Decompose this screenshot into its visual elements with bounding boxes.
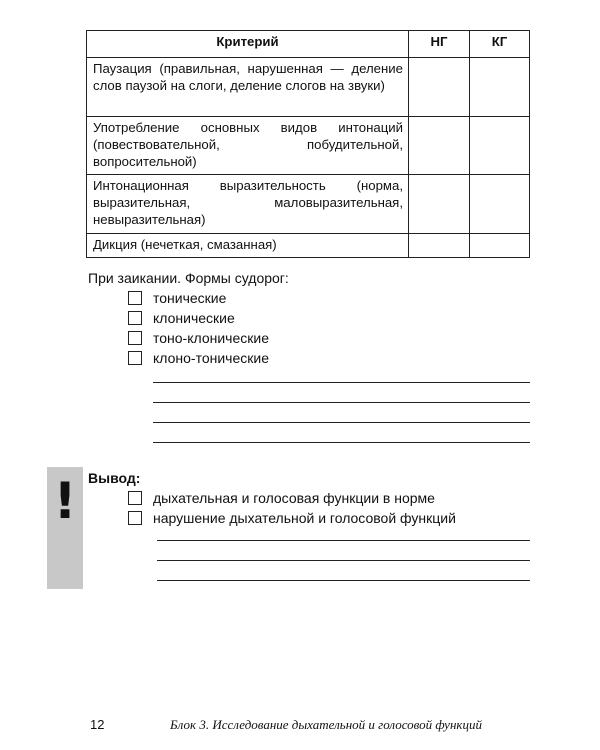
option-label: тонические: [153, 290, 227, 306]
attention-marker: [47, 467, 83, 589]
running-footer: Блок 3. Исследование дыхательной и голосовой функций: [170, 717, 482, 732]
criterion-cell: Паузация (правильная, нарушенная — деление слов паузой на слоги, деление слогов на звуки): [87, 58, 409, 117]
table-row: [87, 234, 530, 258]
page-number: 12: [90, 717, 105, 732]
ng-cell[interactable]: [409, 234, 470, 258]
criterion-cell: Дикция (нечеткая, смазанная): [87, 234, 409, 258]
stutter-heading: При заикании. Формы судорог:: [88, 270, 289, 286]
stutter-option[interactable]: [128, 309, 235, 327]
writing-line[interactable]: [157, 580, 530, 581]
conclusion-option[interactable]: [128, 489, 435, 507]
conclusion-heading: Вывод:: [88, 470, 141, 486]
table-header-row: [87, 31, 530, 58]
checkbox[interactable]: [128, 511, 142, 525]
option-label: дыхательная и голосовая функции в норме: [153, 490, 435, 506]
table-row: [87, 117, 530, 175]
option-label: нарушение дыхательной и голосовой функций: [153, 510, 456, 526]
exclamation-icon: !: [53, 472, 77, 530]
criterion-cell: Интонационная выразительность (норма, выразительная, маловыразительная, невыразительная): [87, 175, 409, 234]
writing-line[interactable]: [153, 422, 530, 423]
stutter-option[interactable]: [128, 289, 226, 307]
ng-cell[interactable]: [409, 117, 470, 175]
option-label: клоно-тонические: [153, 350, 269, 366]
kg-cell[interactable]: [470, 58, 530, 117]
writing-line[interactable]: [153, 442, 530, 443]
ng-cell[interactable]: [409, 175, 470, 234]
table-row: [87, 175, 530, 234]
criteria-table: [86, 30, 530, 258]
stutter-option[interactable]: [128, 329, 269, 347]
writing-line[interactable]: [157, 540, 530, 541]
kg-cell[interactable]: [470, 117, 530, 175]
option-label: клонические: [153, 310, 235, 326]
checkbox[interactable]: [128, 311, 142, 325]
stutter-option[interactable]: [128, 349, 269, 367]
column-header-kg: КГ: [470, 31, 530, 58]
checkbox[interactable]: [128, 351, 142, 365]
writing-line[interactable]: [153, 382, 530, 383]
checkbox[interactable]: [128, 491, 142, 505]
table-row: [87, 58, 530, 117]
column-header-criterion: Критерий: [87, 31, 409, 58]
checkbox[interactable]: [128, 331, 142, 345]
kg-cell[interactable]: [470, 234, 530, 258]
checkbox[interactable]: [128, 291, 142, 305]
conclusion-option[interactable]: [128, 509, 456, 527]
writing-line[interactable]: [153, 402, 530, 403]
criterion-cell: Употребление основных видов интонаций (повествовательной, побудительной, вопросительной): [87, 117, 409, 175]
kg-cell[interactable]: [470, 175, 530, 234]
option-label: тоно-клонические: [153, 330, 269, 346]
column-header-ng: НГ: [409, 31, 470, 58]
writing-line[interactable]: [157, 560, 530, 561]
ng-cell[interactable]: [409, 58, 470, 117]
